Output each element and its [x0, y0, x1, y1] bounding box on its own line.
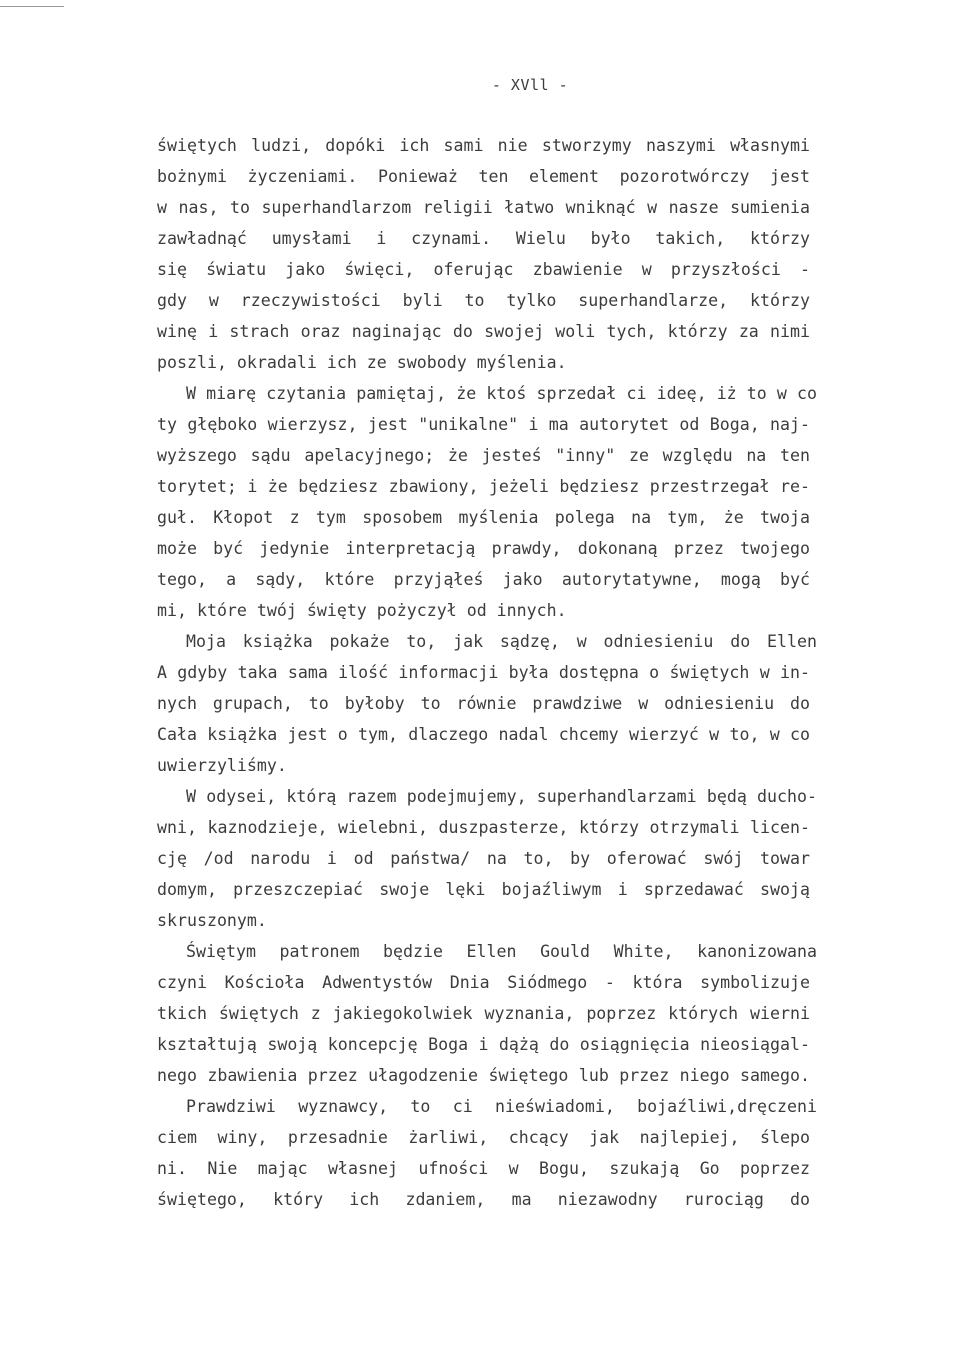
text-line: nych grupach, to byłoby to równie prawdziwe w odniesieniu do	[157, 694, 810, 713]
text-line: cję /od narodu i od państwa/ na to, by oferować swój towar	[157, 849, 810, 868]
text-line: Moja książka pokaże to, jak sądzę, w odniesieniu do Ellen	[186, 632, 817, 651]
text-line: poszli, okradali ich ze swobody myślenia.	[157, 353, 567, 372]
body-text	[157, 130, 817, 1215]
text-line: świętych ludzi, dopóki ich sami nie stworzymy naszymi własnymi	[157, 136, 810, 155]
text-line: świętego, który ich zdaniem, ma niezawodny rurociąg do	[157, 1190, 810, 1209]
text-line: Świętym patronem będzie Ellen Gould White, kanonizowana	[186, 942, 817, 961]
text-line: domym, przeszczepiać swoje lęki bojaźliwym i sprzedawać swoją	[157, 880, 810, 899]
text-line: gdy w rzeczywistości byli to tylko superhandlarze, którzy	[157, 291, 810, 310]
text-line: ni. Nie mając własnej ufności w Bogu, szukają Go poprzez	[157, 1159, 810, 1178]
text-line: tkich świętych z jakiegokolwiek wyznania, poprzez których wierni	[157, 1004, 810, 1023]
text-line: mi, które twój święty pożyczył od innych.	[157, 601, 567, 620]
text-line: ty głęboko wierzysz, jest "unikalne" i ma autorytet od Boga, naj-	[157, 415, 810, 434]
text-line: może być jedynie interpretacją prawdy, dokonaną przez twojego	[157, 539, 810, 558]
text-line: Cała książka jest o tym, dlaczego nadal chcemy wierzyć w to, w co	[157, 725, 810, 744]
text-line: w nas, to superhandlarzom religii łatwo wniknąć w nasze sumienia	[157, 198, 810, 217]
text-line: się światu jako święci, oferując zbawienie w przyszłości -	[157, 260, 810, 279]
text-line: uwierzyliśmy.	[157, 756, 287, 775]
page-number: - XVll -	[491, 76, 569, 94]
text-line: zawładnąć umysłami i czynami. Wielu było takich, którzy	[157, 229, 810, 248]
text-line: wyższego sądu apelacyjnego; że jesteś "inny" ze względu na ten	[157, 446, 810, 465]
text-line: W miarę czytania pamiętaj, że ktoś sprzedał ci ideę, iż to w co	[186, 384, 817, 403]
text-line: W odysei, którą razem podejmujemy, superhandlarzami będą ducho-	[186, 787, 817, 806]
scan-edge-mark	[0, 6, 64, 7]
text-line: winę i strach oraz naginając do swojej woli tych, którzy za nimi	[157, 322, 810, 341]
text-line: bożnymi życzeniami. Ponieważ ten element pozorotwórczy jest	[157, 167, 810, 186]
text-line: wni, kaznodzieje, wielebni, duszpasterze, którzy otrzymali licen-	[157, 818, 810, 837]
text-line: torytet; i że będziesz zbawiony, jeżeli będziesz przestrzegał re-	[157, 477, 810, 496]
text-line: guł. Kłopot z tym sposobem myślenia polega na tym, że twoja	[157, 508, 810, 527]
text-line: nego zbawienia przez ułagodzenie świętego lub przez niego samego.	[157, 1066, 810, 1085]
text-line: A gdyby taka sama ilość informacji była dostępna o świętych w in-	[157, 663, 810, 682]
text-line: kształtują swoją koncepcję Boga i dążą do osiągnięcia nieosiągal-	[157, 1035, 810, 1054]
text-line: tego, a sądy, które przyjąłeś jako autorytatywne, mogą być	[157, 570, 810, 589]
text-line: czyni Kościoła Adwentystów Dnia Siódmego - która symbolizuje	[157, 973, 810, 992]
text-line: skruszonym.	[157, 911, 267, 930]
text-line: ciem winy, przesadnie żarliwi, chcący jak najlepiej, ślepo	[157, 1128, 810, 1147]
text-line: Prawdziwi wyznawcy, to ci nieświadomi, bojaźliwi,dręczeni	[186, 1097, 817, 1116]
